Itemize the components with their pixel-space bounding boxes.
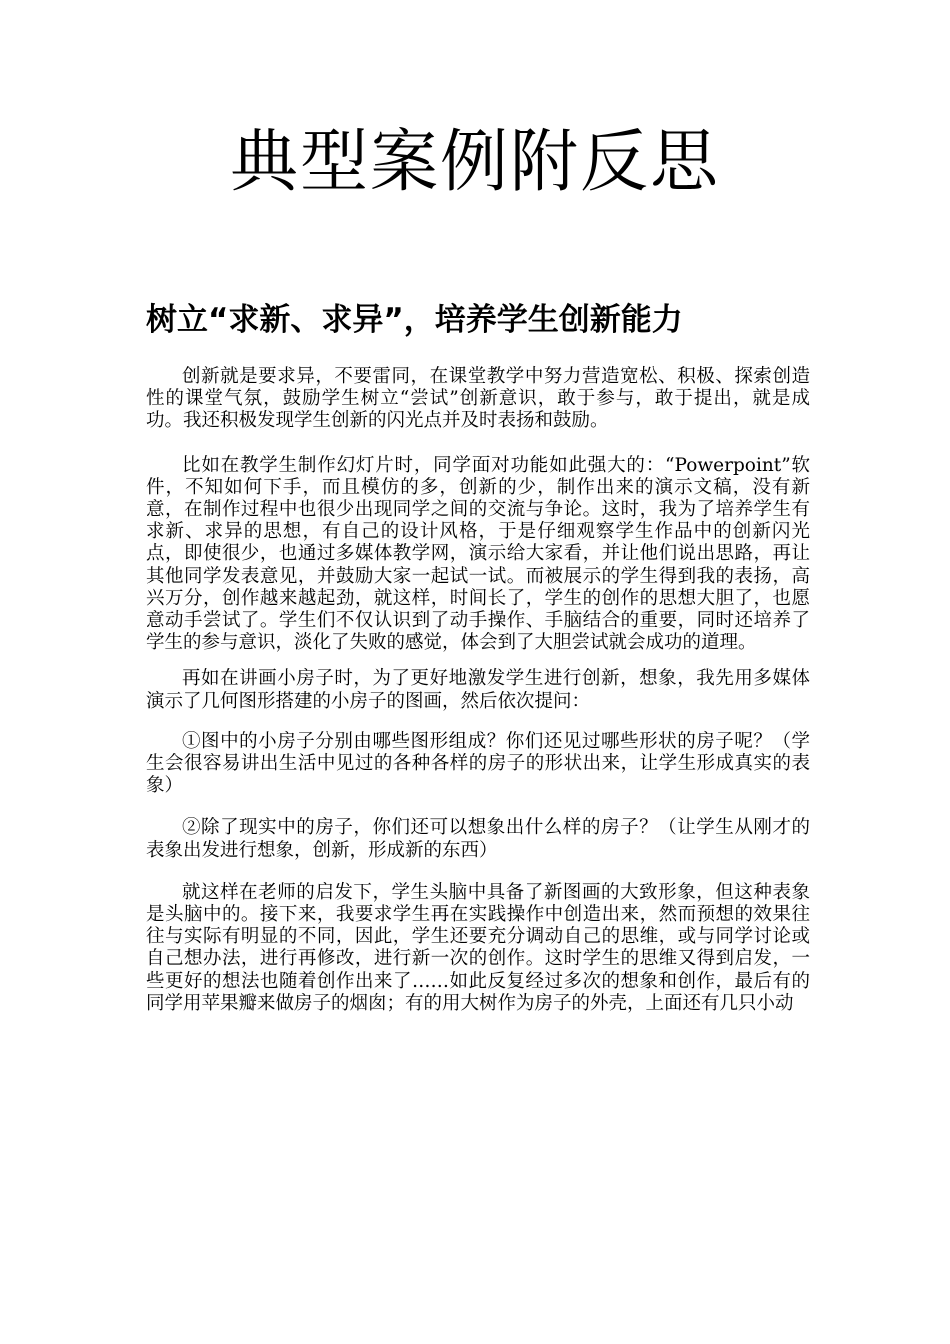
- section-heading: 树立“求新、求异”，培养学生创新能力: [146, 302, 683, 338]
- paragraph-question-1: ①图中的小房子分别由哪些图形组成？你们还见过哪些形状的房子呢？（学生会很容易讲出生活中见过的各种各样的房子的形状出来，让学生形成真实的表象）: [146, 730, 810, 797]
- paragraph-conclusion: 就这样在老师的启发下，学生头脑中具备了新图画的大致形象，但这种表象是头脑中的。接下来，我要求学生再在实践操作中创造出来，然而预想的效果往往与实际有明显的不同，因此，学生还要充分调动自己的思维，或与同学讨论或自己想办法，进行再修改，进行新一次的创作。这时学生的思维又得到启发，一些更好的想法也随着创作出来了……如此反复经过多次的想象和创作，最后有的同学用苹果瓣来做房子的烟囱；有的用大树作为房子的外壳，上面还有几只小动: [146, 881, 810, 1014]
- paragraph-intro: 创新就是要求异，不要雷同，在课堂教学中努力营造宽松、积极、探索创造性的课堂气氛，鼓励学生树立“尝试”创新意识，敢于参与，敢于提出，就是成功。我还积极发现学生创新的闪光点并及时表扬和鼓励。: [146, 366, 810, 432]
- document-body: [146, 366, 810, 1037]
- paragraph-powerpoint-example: 比如在教学生制作幻灯片时，同学面对功能如此强大的：“Powerpoint”软件，不知如何下手，而且模仿的多，创新的少，制作出来的演示文稿，没有新意，在制作过程中也很少出现同学之间的交流与争论。这时，我为了培养学生有求新、求异的思想，有自己的设计风格，于是仔细观察学生作品中的创新闪光点，即使很少，也通过多媒体教学网，演示给大家看，并让他们说出思路，再让其他同学发表意见，并鼓励大家一起试一试。而被展示的学生得到我的表扬，高兴万分，创作越来越起劲，就这样，时间长了，学生的创作的思想大胆了，也愿意动手尝试了。学生们不仅认识到了动手操作、手脑结合的重要，同时还培养了学生的参与意识，淡化了失败的感觉，体会到了大胆尝试就会成功的道理。: [146, 454, 810, 654]
- paragraph-question-2: ②除了现实中的房子，你们还可以想象出什么样的房子？（让学生从刚才的表象出发进行想象，创新，形成新的东西）: [146, 817, 810, 861]
- document-title: 典型案例附反思: [229, 123, 720, 202]
- paragraph-house-drawing: 再如在讲画小房子时，为了更好地激发学生进行创新，想象，我先用多媒体演示了几何图形搭建的小房子的图画，然后依次提问：: [146, 668, 810, 712]
